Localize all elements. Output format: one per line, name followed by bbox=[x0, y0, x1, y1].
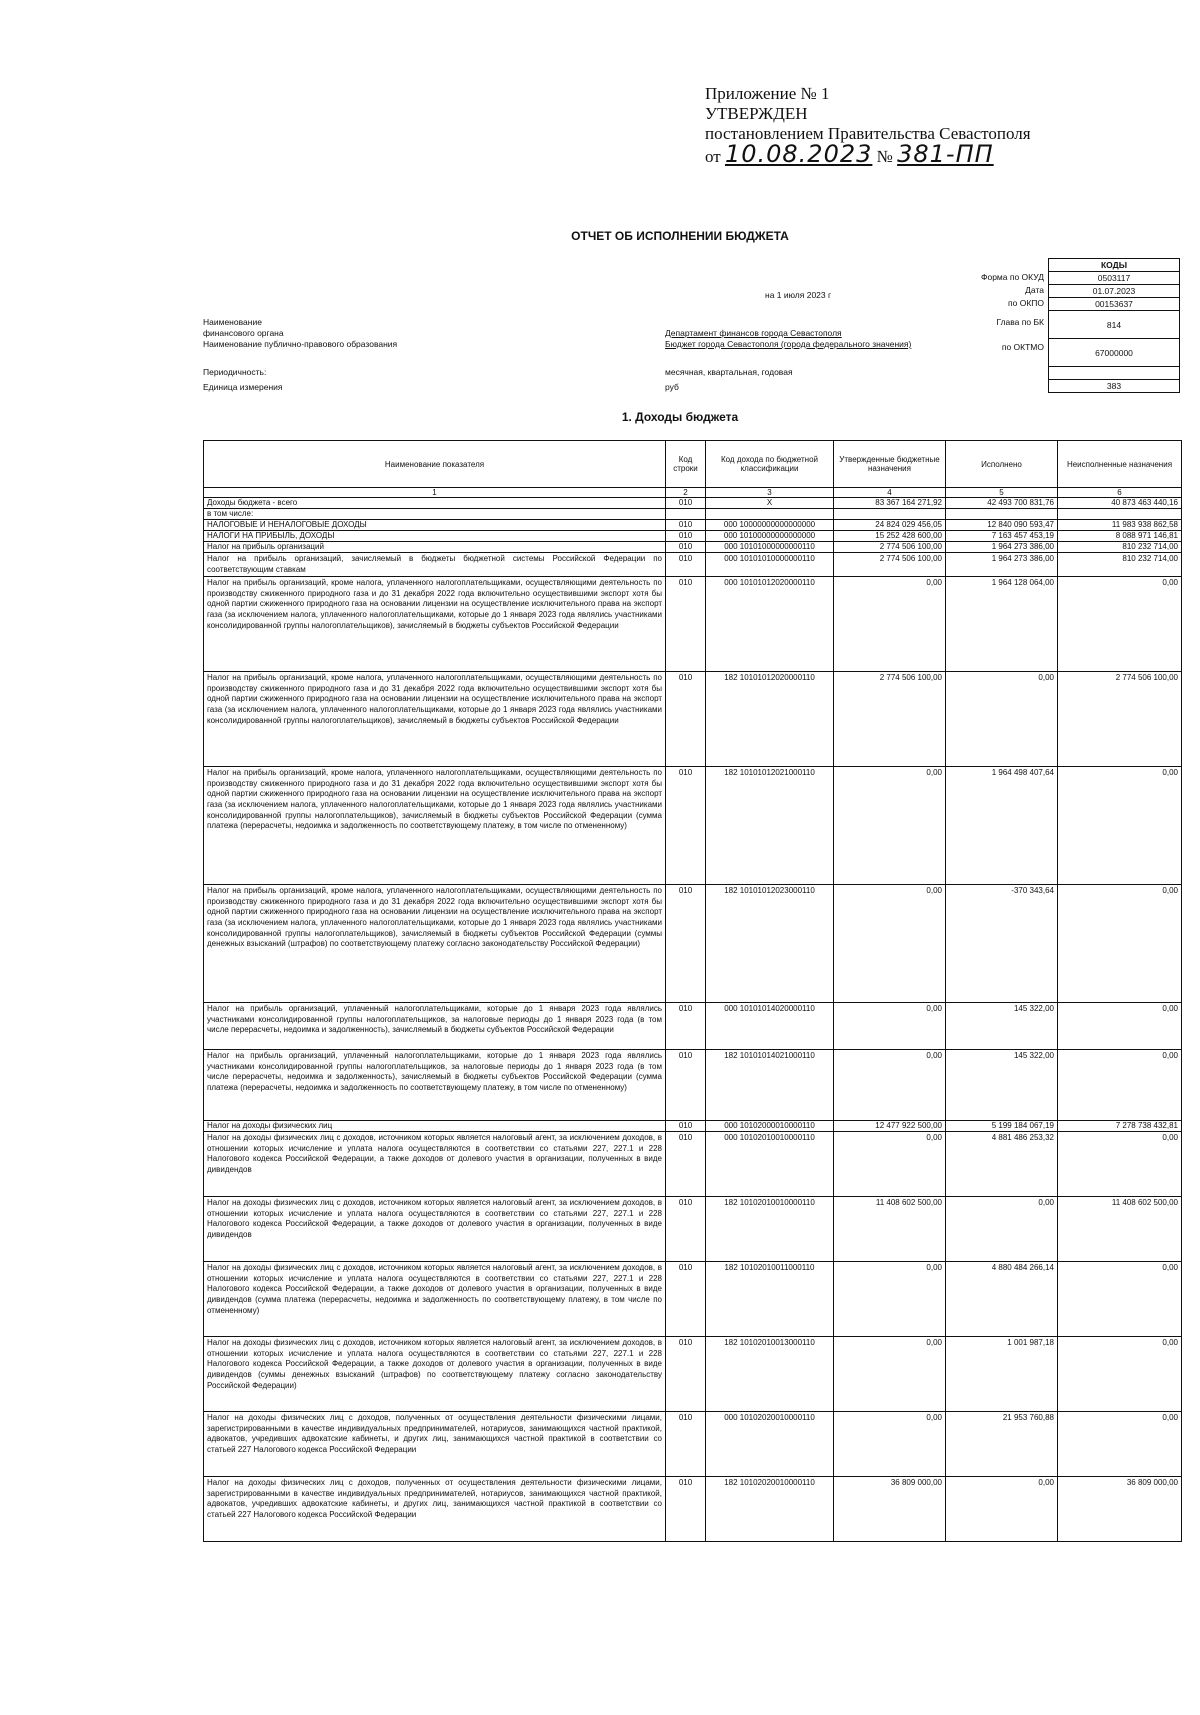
cell-approved: 0,00 bbox=[834, 1412, 946, 1477]
cell-line: 010 bbox=[666, 498, 706, 509]
col-header-line: Код строки bbox=[666, 441, 706, 488]
col-number: 5 bbox=[946, 488, 1058, 498]
cell-unexecuted: 0,00 bbox=[1058, 577, 1182, 672]
cell-code: 000 10101014020000110 bbox=[706, 1003, 834, 1050]
table-row bbox=[204, 509, 1182, 520]
cell-unexecuted: 810 232 714,00 bbox=[1058, 553, 1182, 577]
cell-code: 000 10000000000000000 bbox=[706, 520, 834, 531]
cell-approved: 15 252 428 600,00 bbox=[834, 531, 946, 542]
cell-executed: 5 199 184 067,19 bbox=[946, 1121, 1058, 1132]
cell-name: Налог на прибыль организаций, кроме налога, уплаченного налогоплательщиками, осуществляющими деятельность по производству сжиженного природного газа и до 31 декабря 2022 года включительно осуществившими экспорт хотя бы одной партии сжиженного природного газа на основании лицензии на осуществление исключительного права на экспорт газа (за исключением налога, уплаченного налогоплательщиками, которые до 1 января 2023 года являлись участниками консолидированной группы налогоплательщиков), зачисляемый в бюджеты субъектов Российской Федерации bbox=[204, 672, 666, 767]
cell-approved: 0,00 bbox=[834, 1050, 946, 1121]
cell-name: Налог на доходы физических лиц с доходов, источником которых является налоговый агент, за исключением доходов, в отношении которых исчисление и уплата налога осуществляются в соответствии со статьями 227, 227.1 и 228 Налогового кодекса Российской Федерации, а также доходов от долевого участия в организации, полученных в виде дивидендов (суммы денежных взысканий (штрафов) по соответствующему платежу согласно законодательству Российской Федерации) bbox=[204, 1337, 666, 1412]
table-row bbox=[204, 520, 1182, 531]
appendix-block bbox=[705, 84, 1031, 167]
cell-name: Налог на доходы физических лиц bbox=[204, 1121, 666, 1132]
cell-name: Налог на доходы физических лиц с доходов, полученных от осуществления деятельности физическими лицами, зарегистрированными в качестве индивидуальных предпринимателей, нотариусов, занимающихся частной практикой, адвокатов, учредивших адвокатские кабинеты, и других лиц, занимающихся частной практикой в соответствии со статьей 227 Налогового кодекса Российской Федерации bbox=[204, 1477, 666, 1542]
cell-unexecuted: 0,00 bbox=[1058, 1337, 1182, 1412]
cell-approved: 2 774 506 100,00 bbox=[834, 542, 946, 553]
cell-code: 182 10102010011000110 bbox=[706, 1262, 834, 1337]
cell-unexecuted: 0,00 bbox=[1058, 1132, 1182, 1197]
table-row bbox=[204, 553, 1182, 577]
cell-name: Налог на прибыль организаций, кроме налога, уплаченного налогоплательщиками, осуществляющими деятельность по производству сжиженного природного газа и до 31 декабря 2022 года включительно осуществившими экспорт хотя бы одной партии сжиженного природного газа на основании лицензии на осуществление исключительного права на экспорт газа (за исключением налога, уплаченного налогоплательщиками, которые до 1 января 2023 года являлись участниками консолидированной группы налогоплательщиков), зачисляемый в бюджеты субъектов Российской Федерации (суммы денежных взысканий (штрафов) по соответствующему платежу согласно законодательству Российской Федерации) bbox=[204, 885, 666, 1003]
cell-line: 010 bbox=[666, 531, 706, 542]
cell-line: 010 bbox=[666, 672, 706, 767]
cell-name: НАЛОГИ НА ПРИБЫЛЬ, ДОХОДЫ bbox=[204, 531, 666, 542]
glava-value: 814 bbox=[1049, 311, 1180, 339]
periodicity-code bbox=[1049, 367, 1180, 380]
cell-executed: 145 322,00 bbox=[946, 1050, 1058, 1121]
cell-line: 010 bbox=[666, 1003, 706, 1050]
fin-org-label bbox=[203, 317, 397, 350]
cell-executed: 1 964 273 386,00 bbox=[946, 542, 1058, 553]
col-header-executed: Исполнено bbox=[946, 441, 1058, 488]
cell-executed: 4 880 484 266,14 bbox=[946, 1262, 1058, 1337]
cell-name: Налог на доходы физических лиц с доходов, источником которых является налоговый агент, за исключением доходов, в отношении которых исчисление и уплата налога осуществляются в соответствии со статьями 227, 227.1 и 228 Налогового кодекса Российской Федерации, а также доходов от долевого участия в организации, полученных в виде дивидендов (сумма платежа (перерасчеты, недоимка и задолженность по соответствующему платежу, в том числе по отмененному) bbox=[204, 1262, 666, 1337]
decree-date-line bbox=[705, 140, 1031, 168]
okud-label: Форма по ОКУД bbox=[981, 272, 1044, 282]
table-header-row bbox=[204, 441, 1182, 488]
periodicity-label: Периодичность: bbox=[203, 367, 267, 377]
cell-approved: 0,00 bbox=[834, 1337, 946, 1412]
cell-line: 010 bbox=[666, 1050, 706, 1121]
cell-line: 010 bbox=[666, 1132, 706, 1197]
date-label: Дата bbox=[1025, 285, 1044, 295]
col-number: 4 bbox=[834, 488, 946, 498]
cell-line: 010 bbox=[666, 1121, 706, 1132]
table-row bbox=[204, 542, 1182, 553]
col-number: 3 bbox=[706, 488, 834, 498]
unit-label: Единица измерения bbox=[203, 382, 283, 392]
col-header-code: Код дохода по бюджетной классификации bbox=[706, 441, 834, 488]
cell-line: 010 bbox=[666, 1477, 706, 1542]
table-row bbox=[204, 1050, 1182, 1121]
table-row bbox=[204, 577, 1182, 672]
cell-unexecuted: 0,00 bbox=[1058, 1050, 1182, 1121]
cell-executed: 42 493 700 831,76 bbox=[946, 498, 1058, 509]
cell-executed: 1 964 273 386,00 bbox=[946, 553, 1058, 577]
cell-code: 182 10102020010000110 bbox=[706, 1477, 834, 1542]
report-title: ОТЧЕТ ОБ ИСПОЛНЕНИИ БЮДЖЕТА bbox=[571, 229, 789, 243]
cell-unexecuted: 11 983 938 862,58 bbox=[1058, 520, 1182, 531]
table-row bbox=[204, 531, 1182, 542]
cell-unexecuted: 11 408 602 500,00 bbox=[1058, 1197, 1182, 1262]
cell-approved: 0,00 bbox=[834, 1262, 946, 1337]
cell-executed: 1 964 128 064,00 bbox=[946, 577, 1058, 672]
table-row bbox=[204, 1262, 1182, 1337]
unit-code: 383 bbox=[1049, 380, 1180, 393]
cell-name: Налог на прибыль организаций, кроме налога, уплаченного налогоплательщиками, осуществляющими деятельность по производству сжиженного природного газа и до 31 декабря 2022 года включительно осуществившими экспорт хотя бы одной партии сжиженного природного газа на основании лицензии на осуществление исключительного права на экспорт газа (за исключением налога, уплаченного налогоплательщиками, которые до 1 января 2023 года являлись участниками консолидированной группы налогоплательщиков), зачисляемый в бюджеты субъектов Российской Федерации bbox=[204, 577, 666, 672]
cell-approved: 0,00 bbox=[834, 885, 946, 1003]
table-row bbox=[204, 1132, 1182, 1197]
cell-unexecuted: 0,00 bbox=[1058, 1412, 1182, 1477]
cell-line: 010 bbox=[666, 1197, 706, 1262]
cell-executed: 145 322,00 bbox=[946, 1003, 1058, 1050]
cell-name: Налог на прибыль организаций bbox=[204, 542, 666, 553]
cell-unexecuted: 40 873 463 440,16 bbox=[1058, 498, 1182, 509]
cell-code: 182 10101012023000110 bbox=[706, 885, 834, 1003]
col-number: 6 bbox=[1058, 488, 1182, 498]
unit-value: руб bbox=[665, 382, 679, 392]
cell-code: 182 10101012021000110 bbox=[706, 767, 834, 885]
table-row bbox=[204, 1412, 1182, 1477]
table-row bbox=[204, 498, 1182, 509]
cell-executed: 1 964 498 407,64 bbox=[946, 767, 1058, 885]
cell-name: Налог на прибыль организаций, кроме налога, уплаченного налогоплательщиками, осуществляющими деятельность по производству сжиженного природного газа и до 31 декабря 2022 года включительно осуществившими экспорт хотя бы одной партии сжиженного природного газа на основании лицензии на осуществление исключительного права на экспорт газа (за исключением налога, уплаченного налогоплательщиками, которые до 1 января 2023 года являлись участниками консолидированной группы налогоплательщиков), зачисляемый в бюджеты субъектов Российской Федерации (сумма платежа (перерасчеты, недоимка и задолженность по соответствующему платежу, в том числе по отмененному) bbox=[204, 767, 666, 885]
number-prefix: № bbox=[876, 147, 893, 166]
approved-label: УТВЕРЖДЕН bbox=[705, 104, 808, 123]
oktmo-label: по ОКТМО bbox=[1001, 342, 1044, 352]
pub-entity-value: Бюджет города Севастополя (города федерального значения) bbox=[665, 339, 912, 349]
cell-name: Налог на доходы физических лиц с доходов, полученных от осуществления деятельности физическими лицами, зарегистрированными в качестве индивидуальных предпринимателей, нотариусов, занимающихся частной практикой, адвокатов, учредивших адвокатские кабинеты, и других лиц, занимающихся частной практикой в соответствии со статьей 227 Налогового кодекса Российской Федерации bbox=[204, 1412, 666, 1477]
cell-unexecuted bbox=[1058, 509, 1182, 520]
cell-code: 000 10101000000000110 bbox=[706, 542, 834, 553]
cell-code: 000 10102020010000110 bbox=[706, 1412, 834, 1477]
decree-date: 10.08.2023 bbox=[724, 140, 873, 168]
codes-header: КОДЫ bbox=[1049, 259, 1180, 272]
okpo-value: 00153637 bbox=[1049, 298, 1180, 311]
cell-line: 010 bbox=[666, 1412, 706, 1477]
appendix-number: Приложение № 1 bbox=[705, 84, 830, 103]
table-row bbox=[204, 1003, 1182, 1050]
cell-name: в том числе: bbox=[204, 509, 666, 520]
cell-code: X bbox=[706, 498, 834, 509]
cell-executed: -370 343,64 bbox=[946, 885, 1058, 1003]
cell-approved: 0,00 bbox=[834, 1003, 946, 1050]
cell-approved: 2 774 506 100,00 bbox=[834, 553, 946, 577]
cell-code: 000 10102010010000110 bbox=[706, 1132, 834, 1197]
table-row bbox=[204, 767, 1182, 885]
cell-executed: 0,00 bbox=[946, 672, 1058, 767]
col-header-unexecuted: Неисполненные назначения bbox=[1058, 441, 1182, 488]
cell-executed: 21 953 760,88 bbox=[946, 1412, 1058, 1477]
cell-unexecuted: 810 232 714,00 bbox=[1058, 542, 1182, 553]
cell-name: НАЛОГОВЫЕ И НЕНАЛОГОВЫЕ ДОХОДЫ bbox=[204, 520, 666, 531]
cell-name: Доходы бюджета - всего bbox=[204, 498, 666, 509]
cell-line: 010 bbox=[666, 553, 706, 577]
cell-line: 010 bbox=[666, 767, 706, 885]
glava-label: Глава по БК bbox=[996, 317, 1044, 327]
cell-code: 000 10101012020000110 bbox=[706, 577, 834, 672]
cell-name: Налог на прибыль организаций, уплаченный налогоплательщиками, которые до 1 января 2023 года являлись участниками консолидированной группы налогоплательщиков, за налоговые периоды до 1 января 2023 года (в том числе перерасчеты, недоимка и задолженность), зачисляемый в бюджеты субъектов Российской Федерации bbox=[204, 1003, 666, 1050]
cell-executed: 12 840 090 593,47 bbox=[946, 520, 1058, 531]
cell-approved: 12 477 922 500,00 bbox=[834, 1121, 946, 1132]
cell-code: 182 10102010010000110 bbox=[706, 1197, 834, 1262]
cell-approved: 36 809 000,00 bbox=[834, 1477, 946, 1542]
cell-executed: 0,00 bbox=[946, 1197, 1058, 1262]
cell-unexecuted: 7 278 738 432,81 bbox=[1058, 1121, 1182, 1132]
as-of-date: на 1 июля 2023 г bbox=[765, 290, 832, 300]
cell-executed: 4 881 486 253,32 bbox=[946, 1132, 1058, 1197]
col-number: 1 bbox=[204, 488, 666, 498]
table-row bbox=[204, 885, 1182, 1003]
cell-line: 010 bbox=[666, 885, 706, 1003]
cell-unexecuted: 8 088 971 146,81 bbox=[1058, 531, 1182, 542]
cell-code: 000 10102000010000110 bbox=[706, 1121, 834, 1132]
cell-unexecuted: 2 774 506 100,00 bbox=[1058, 672, 1182, 767]
cell-line: 010 bbox=[666, 577, 706, 672]
cell-approved: 0,00 bbox=[834, 1132, 946, 1197]
cell-unexecuted: 0,00 bbox=[1058, 885, 1182, 1003]
fin-org-value: Департамент финансов города Севастополя bbox=[665, 328, 842, 338]
cell-code: 182 10101012020000110 bbox=[706, 672, 834, 767]
okud-value: 0503117 bbox=[1049, 272, 1180, 285]
table-row bbox=[204, 1121, 1182, 1132]
cell-approved: 83 367 164 271,92 bbox=[834, 498, 946, 509]
cell-line: 010 bbox=[666, 520, 706, 531]
date-prefix: от bbox=[705, 147, 721, 166]
table-row bbox=[204, 1337, 1182, 1412]
cell-unexecuted: 0,00 bbox=[1058, 1262, 1182, 1337]
cell-approved: 2 774 506 100,00 bbox=[834, 672, 946, 767]
codes-table bbox=[1048, 258, 1180, 393]
section-title: 1. Доходы бюджета bbox=[621, 410, 739, 424]
fin-org-label-line1: Наименование bbox=[203, 317, 262, 327]
column-numbers-row bbox=[204, 488, 1182, 498]
cell-executed: 0,00 bbox=[946, 1477, 1058, 1542]
cell-code: 182 10102010013000110 bbox=[706, 1337, 834, 1412]
cell-code: 182 10101014021000110 bbox=[706, 1050, 834, 1121]
col-number: 2 bbox=[666, 488, 706, 498]
table-row bbox=[204, 1477, 1182, 1542]
cell-name: Налог на доходы физических лиц с доходов, источником которых является налоговый агент, за исключением доходов, в отношении которых исчисление и уплата налога осуществляются в соответствии со статьями 227, 227.1 и 228 Налогового кодекса Российской Федерации, а также доходов от долевого участия в организации, полученных в виде дивидендов bbox=[204, 1132, 666, 1197]
cell-code: 000 10101010000000110 bbox=[706, 553, 834, 577]
cell-approved bbox=[834, 509, 946, 520]
cell-unexecuted: 0,00 bbox=[1058, 767, 1182, 885]
cell-approved: 24 824 029 456,05 bbox=[834, 520, 946, 531]
table-row bbox=[204, 1197, 1182, 1262]
cell-name: Налог на доходы физических лиц с доходов, источником которых является налоговый агент, за исключением доходов, в отношении которых исчисление и уплата налога осуществляются в соответствии со статьями 227, 227.1 и 228 Налогового кодекса Российской Федерации, а также доходов от долевого участия в организации, полученных в виде дивидендов bbox=[204, 1197, 666, 1262]
oktmo-value: 67000000 bbox=[1049, 339, 1180, 367]
date-value: 01.07.2023 bbox=[1049, 285, 1180, 298]
cell-executed: 1 001 987,18 bbox=[946, 1337, 1058, 1412]
cell-unexecuted: 0,00 bbox=[1058, 1003, 1182, 1050]
fin-org-label-line2: финансового органа bbox=[203, 328, 284, 338]
cell-line: 010 bbox=[666, 1262, 706, 1337]
codes-labels bbox=[900, 271, 1044, 354]
col-header-approved: Утвержденные бюджетные назначения bbox=[834, 441, 946, 488]
table-row bbox=[204, 672, 1182, 767]
decree-line: постановлением Правительства Севастополя bbox=[705, 124, 1031, 143]
decree-number: 381-ПП bbox=[897, 140, 994, 168]
cell-name: Налог на прибыль организаций, уплаченный налогоплательщиками, которые до 1 января 2023 года являлись участниками консолидированной группы налогоплательщиков, за налоговые периоды до 1 января 2023 года (в том числе перерасчеты, недоимка и задолженность), зачисляемый в бюджеты субъектов Российской Федерации (сумма платежа (перерасчеты, недоимка и задолженность по соответствующему платежу, в том числе по отмененному) bbox=[204, 1050, 666, 1121]
cell-line: 010 bbox=[666, 1337, 706, 1412]
cell-line: 010 bbox=[666, 542, 706, 553]
col-header-name: Наименование показателя bbox=[204, 441, 666, 488]
cell-name: Налог на прибыль организаций, зачисляемый в бюджеты бюджетной системы Российской Федерации по соответствующим ставкам bbox=[204, 553, 666, 577]
cell-approved: 11 408 602 500,00 bbox=[834, 1197, 946, 1262]
cell-approved: 0,00 bbox=[834, 577, 946, 672]
cell-executed: 7 163 457 453,19 bbox=[946, 531, 1058, 542]
pub-entity-label: Наименование публично-правового образования bbox=[203, 339, 398, 349]
cell-unexecuted: 36 809 000,00 bbox=[1058, 1477, 1182, 1542]
cell-code: 000 10100000000000000 bbox=[706, 531, 834, 542]
cell-code bbox=[706, 509, 834, 520]
cell-executed bbox=[946, 509, 1058, 520]
okpo-label: по ОКПО bbox=[1008, 298, 1044, 308]
cell-line bbox=[666, 509, 706, 520]
cell-approved: 0,00 bbox=[834, 767, 946, 885]
periodicity-value: месячная, квартальная, годовая bbox=[665, 367, 793, 377]
income-table bbox=[203, 440, 1182, 1542]
